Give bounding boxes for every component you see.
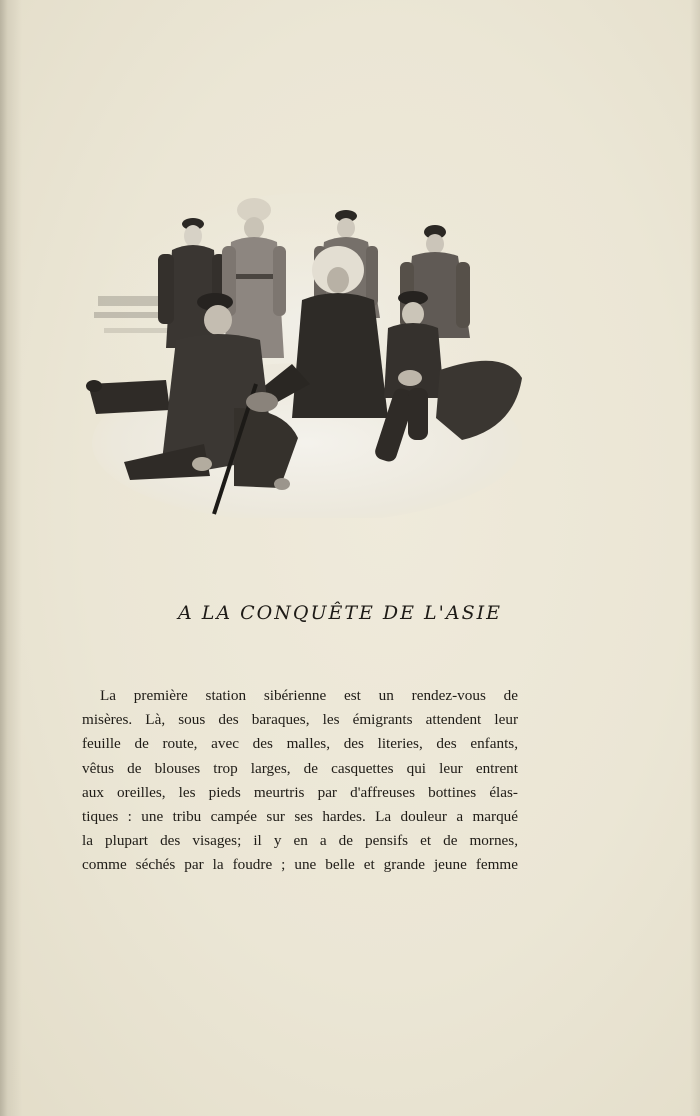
text-line: feuille de route, avec des malles, des literies, des enfants,: [82, 735, 518, 753]
reclining-figure: [86, 380, 170, 414]
text-line: vêtus de blouses trop larges, de casquettes qui leur entrent: [82, 759, 518, 777]
text-line: La première station sibérienne est un rendez-vous de: [100, 687, 518, 704]
photo-illustration: [84, 188, 530, 518]
text-line: misères. Là, sous des baraques, les émigrants attendent leur: [82, 711, 518, 729]
text-line: la plupart des visages; il y en a de pensifs et de mornes,: [82, 832, 518, 850]
chapter-title: A LA CONQUÊTE DE L'ASIE: [177, 602, 502, 624]
page-edge: [690, 0, 700, 1116]
spine-shadow: [0, 0, 22, 1116]
text-line: tiques : une tribu campée sur ses hardes. La douleur a marqué: [82, 808, 518, 826]
body-paragraph: [82, 684, 518, 878]
text-line: comme séchés par la foudre ; une belle et grande jeune femme: [82, 856, 518, 874]
group-photograph: [84, 188, 530, 518]
text-line: aux oreilles, les pieds meurtris par d'affreuses bottines élas-: [82, 783, 518, 801]
